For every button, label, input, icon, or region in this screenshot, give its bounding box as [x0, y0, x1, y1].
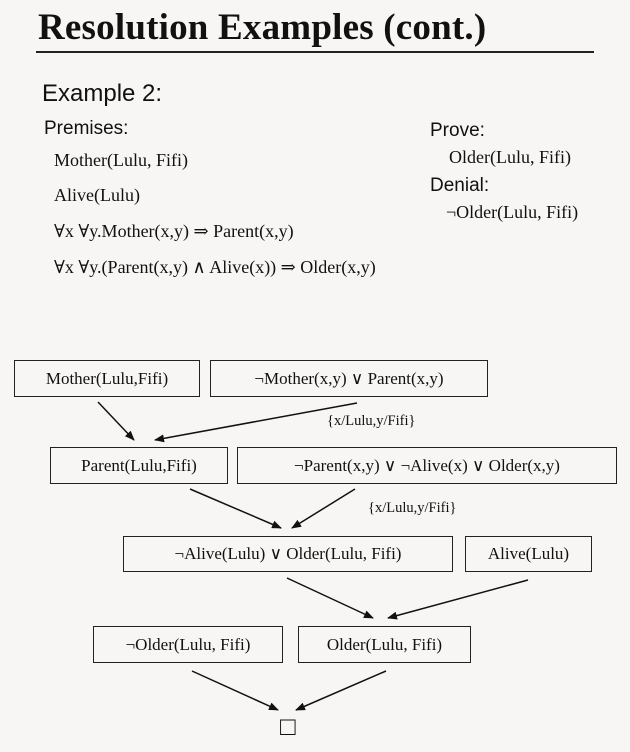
page-title: Resolution Examples (cont.)	[38, 7, 487, 48]
arrow-r4-right	[296, 671, 386, 710]
denial-value: ¬Older(Lulu, Fifi)	[446, 202, 579, 222]
substitution-1: {x/Lulu,y/Fifi}	[327, 413, 416, 429]
clause-parent-lulu-fifi: Parent(Lulu,Fifi)	[50, 447, 228, 484]
clause-mother-lulu-fifi: Mother(Lulu,Fifi)	[14, 360, 200, 397]
premise-4: ∀x ∀y.(Parent(x,y) ∧ Alive(x)) ⇒ Older(x,y)	[54, 257, 376, 277]
arrow-r2-right	[292, 489, 355, 528]
arrow-r3-left	[287, 578, 373, 618]
clause-not-mother-or-parent: ¬Mother(x,y) ∨ Parent(x,y)	[210, 360, 488, 397]
clause-alive-lulu: Alive(Lulu)	[465, 536, 592, 572]
arrow-r3-right	[388, 580, 528, 618]
premise-1: Mother(Lulu, Fifi)	[54, 150, 188, 170]
denial-label: Denial:	[430, 175, 490, 196]
prove-label: Prove:	[430, 120, 485, 141]
clause-not-alive-or-older: ¬Alive(Lulu) ∨ Older(Lulu, Fifi)	[123, 536, 453, 572]
substitution-2: {x/Lulu,y/Fifi}	[368, 500, 457, 516]
example-label: Example 2:	[42, 80, 163, 107]
arrow-r1-left	[98, 402, 134, 440]
arrow-r4-left	[192, 671, 278, 710]
clause-not-parent-or-not-alive-or-older: ¬Parent(x,y) ∨ ¬Alive(x) ∨ Older(x,y)	[237, 447, 617, 484]
premises-label: Premises:	[44, 118, 129, 139]
premise-3: ∀x ∀y.Mother(x,y) ⇒ Parent(x,y)	[54, 221, 294, 241]
clause-not-older-lulu-fifi: ¬Older(Lulu, Fifi)	[93, 626, 283, 663]
arrow-r2-left	[190, 489, 281, 528]
empty-clause: □	[280, 712, 296, 741]
premise-2: Alive(Lulu)	[54, 185, 140, 205]
prove-value: Older(Lulu, Fifi)	[449, 147, 571, 167]
clause-older-lulu-fifi: Older(Lulu, Fifi)	[298, 626, 471, 663]
